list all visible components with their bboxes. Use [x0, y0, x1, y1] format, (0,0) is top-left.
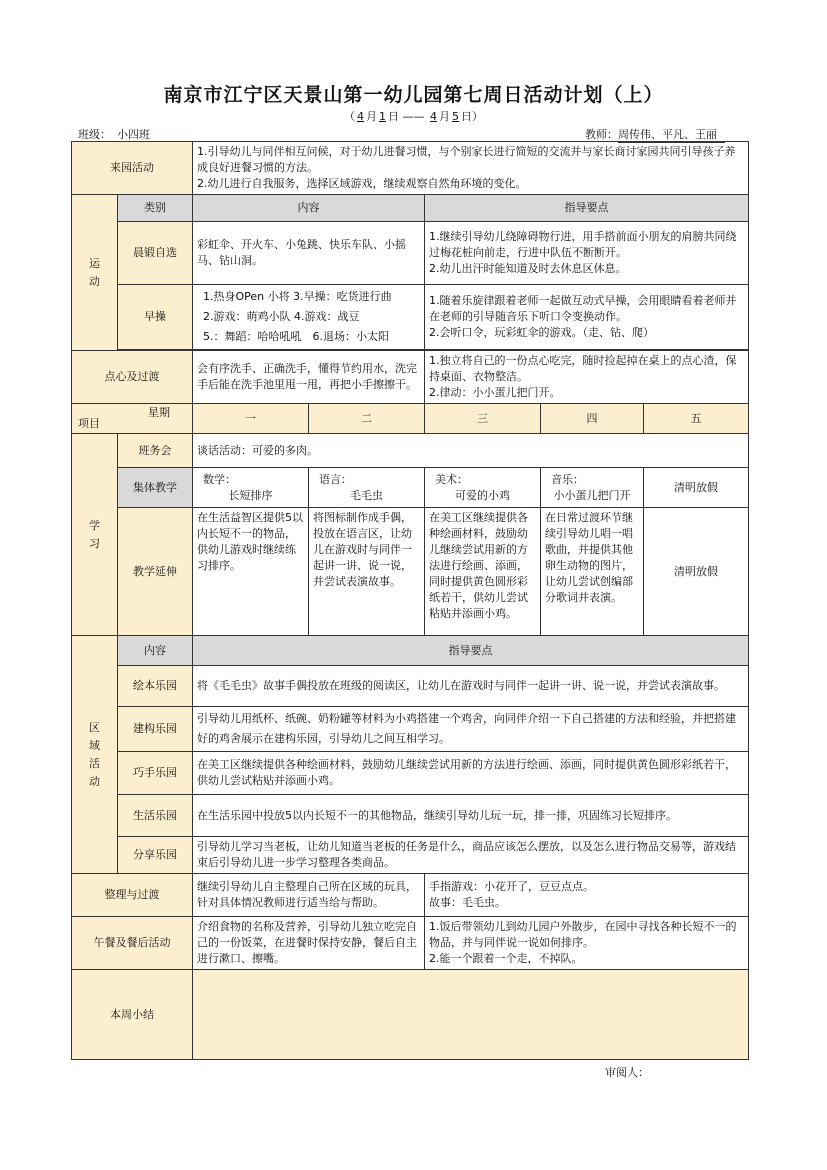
item-label: 项目 [78, 417, 100, 430]
guide-line: 1.饭后带领幼儿到幼儿园户外散步，在园中寻找各种长短不一的物品，并与同伴说一说如何排序。 [429, 920, 737, 949]
teacher-value: 周传伟、平凡、王丽 [618, 126, 725, 143]
page-title: 南京市江宁区天景山第一幼儿园第七周日活动计划（上） [163, 84, 664, 106]
guide-line: 1.随着乐旋律跟着老师一起做互动式早操，会用眼睛看着老师并在老师的引导随音乐下听口令变换动作。 [429, 294, 737, 323]
morning-play-row [72, 222, 749, 285]
lunch-guide [425, 917, 749, 970]
morning-exercise-guide [425, 285, 749, 350]
col-category: 类别 [118, 195, 193, 222]
area-name: 生活乐园 [118, 795, 193, 837]
extension-row [72, 508, 749, 636]
class-meeting-row [72, 434, 749, 468]
extension-label: 教学延伸 [118, 508, 193, 636]
area-name: 绘本乐园 [118, 666, 193, 707]
morning-exercise-content [193, 285, 425, 350]
morning-play-guide [425, 222, 749, 285]
arrival-line: 1.引导幼儿与同伴相互问候，对于幼儿进餐习惯，与个别家长进行简短的交流并与家长商讨家园共同引导孩子养成良好进餐习惯的方法。 [197, 145, 736, 174]
month-char: 月 [366, 110, 377, 123]
guide-line: 2.幼儿出汗时能知道及时去休息区休息。 [429, 262, 627, 275]
area-guide: 引导幼儿用纸杯、纸碗、奶粉罐等材料为小鸡搭建一个鸡舍，向同伴介绍一下自己搭建的方法和经验，并把搭建好的鸡舍展示在建构乐园，引导幼儿之间互相学习。 [193, 707, 749, 752]
guide-line: 2.会听口令，玩彩虹伞的游戏。（走、钻、爬） [429, 326, 654, 339]
area-row [72, 795, 749, 837]
reviewer-label: 审阅人： [605, 1066, 649, 1079]
date-separator: —— [402, 110, 425, 123]
exercise-label: 运动 [72, 195, 118, 351]
morning-play-label: 晨锻自选 [118, 222, 193, 285]
activity-plan-table [71, 141, 749, 1060]
study-label: 学习 [72, 434, 118, 636]
morning-exercise-label: 早操 [118, 285, 193, 350]
week-corner-cell [72, 404, 193, 434]
morning-play-content: 彩虹伞、开火车、小兔跳、快乐车队、小摇马、钻山洞。 [193, 222, 425, 285]
snack-content: 会有序洗手、正确洗手，懂得节约用水，洗完手后能在洗手池里甩一甩，再把小手擦擦干。 [193, 351, 425, 404]
teacher-label: 教师： [585, 128, 618, 141]
summary-label: 本周小结 [72, 970, 193, 1060]
guide-line: 1.继续引导幼儿绕障碍物行进，用手搭前面小朋友的肩膀共同绕过梅花桩向前走，行进中队伍不断断开。 [429, 230, 737, 259]
areas-col-content: 内容 [118, 636, 193, 666]
day-char: 日 [461, 110, 472, 123]
morning-exercise-row [72, 285, 749, 350]
area-name: 分享乐园 [118, 837, 193, 874]
area-name: 巧手乐园 [118, 752, 193, 795]
month-char: 月 [439, 110, 450, 123]
guide-line: 1.独立将自己的一份点心吃完，随时捡起掉在桌上的点心渣，保持桌面、衣物整洁。 [429, 354, 737, 383]
area-name: 建构乐园 [118, 707, 193, 752]
group-teaching-row [72, 468, 749, 508]
teaching-music: 音乐： 小小蛋儿把门开 [541, 468, 644, 508]
guide-line: 手指游戏：小花开了，豆豆点点。 [429, 880, 594, 893]
area-guide: 在美工区继续提供各种绘画材料，鼓励幼儿继续尝试用新的方法进行绘画、添画，同时提供黄色圆形彩纸若干，供幼儿尝试粘贴并添画小鸡。 [193, 752, 749, 795]
guide-line: 故事：毛毛虫。 [429, 896, 506, 909]
group-teaching-label: 集体教学 [118, 468, 193, 508]
extension-music: 在日常过渡环节继续引导幼儿唱一唱歌曲，并提供其他卵生动物的图片，让幼儿尝试创编部分歌词并表演。 [541, 508, 644, 636]
snack-row [72, 351, 749, 404]
guide-line: 2.能一个跟着一个走，不掉队。 [429, 952, 583, 965]
teaching-art: 美术： 可爱的小鸡 [425, 468, 541, 508]
col-guide: 指导要点 [425, 195, 749, 222]
day-wednesday: 三 [425, 404, 541, 434]
date-open: （ [344, 110, 355, 123]
areas-col-guide: 指导要点 [193, 636, 749, 666]
end-day: 5 [452, 110, 459, 123]
start-day: 1 [379, 110, 386, 123]
extension-holiday: 清明放假 [644, 508, 749, 636]
class-meeting-label: 班务会 [118, 434, 193, 468]
content-line: 1.热身OPen 小将 3.早操：吃货进行曲 [203, 290, 392, 303]
exercise-header-row [72, 195, 749, 222]
tidy-content: 继续引导幼儿自主整理自己所在区域的玩具，针对具体情况教师进行适当给与帮助。 [193, 874, 425, 917]
area-row [72, 666, 749, 707]
extension-language: 将图标制作成手偶，投放在语言区，让幼儿在游戏时与同伴一起讲一讲、说一说，并尝试表演故事。 [309, 508, 425, 636]
summary-row [72, 970, 749, 1060]
area-guide: 引导幼儿学习当老板，让幼儿知道当老板的任务是什么，商品应该怎么摆放，以及怎么进行物品交易等，游戏结束后引导幼儿进一步学习整理各类商品。 [193, 837, 749, 874]
lunch-content: 介绍食物的名称及营养，引导幼儿独立吃完自己的一份饭菜，在进餐时保持安静，餐后自主进行漱口、擦嘴。 [193, 917, 425, 970]
teaching-math: 数学： 长短排序 [193, 468, 309, 508]
date-range [0, 108, 827, 124]
arrival-content [193, 142, 749, 195]
tidy-row [72, 874, 749, 917]
area-row [72, 837, 749, 874]
teaching-holiday: 清明放假 [644, 468, 749, 508]
arrival-label: 来园活动 [72, 142, 193, 195]
snack-guide [425, 351, 749, 404]
arrival-line: 2.幼儿进行自我服务，选择区域游戏，继续观察自然角环境的变化。 [197, 177, 527, 190]
content-line: 5.：舞蹈：哈哈吼吼 6.退场：小太阳 [203, 330, 389, 343]
content-line: 2.游戏：萌鸡小队 4.游戏：战豆 [203, 310, 360, 323]
lunch-label: 午餐及餐后活动 [72, 917, 193, 970]
day-friday: 五 [644, 404, 749, 434]
lunch-row [72, 917, 749, 970]
snack-label: 点心及过渡 [72, 351, 193, 404]
class-label: 班级： [78, 128, 111, 141]
class-value: 小四班 [111, 126, 185, 143]
date-close: ） [472, 110, 483, 123]
end-month: 4 [430, 110, 437, 123]
guide-line: 2.律动：小小蛋儿把门开。 [429, 386, 561, 399]
area-row [72, 752, 749, 795]
day-tuesday: 二 [309, 404, 425, 434]
week-label: 星期 [148, 406, 170, 419]
area-guide: 将《毛毛虫》故事手偶投放在班级的阅读区，让幼儿在游戏时与同伴一起讲一讲、说一说，并尝试表演故事。 [193, 666, 749, 707]
extension-math: 在生活益智区提供5以内长短不一的物品，供幼儿游戏时继续练习排序。 [193, 508, 309, 636]
teaching-language: 语言： 毛毛虫 [309, 468, 425, 508]
weekday-row [72, 404, 749, 434]
arrival-row [72, 142, 749, 195]
areas-label: 区域活动 [72, 636, 118, 874]
start-month: 4 [357, 110, 364, 123]
day-thursday: 四 [541, 404, 644, 434]
col-content: 内容 [193, 195, 425, 222]
summary-content [193, 970, 749, 1060]
areas-header-row [72, 636, 749, 666]
area-row [72, 707, 749, 752]
tidy-label: 整理与过渡 [72, 874, 193, 917]
day-monday: 一 [193, 404, 309, 434]
day-char: 日 [388, 110, 399, 123]
tidy-guide [425, 874, 749, 917]
area-guide: 在生活乐园中投放5以内长短不一的其他物品，继续引导幼儿玩一玩，排一排，巩固练习长短排序。 [193, 795, 749, 837]
extension-art: 在美工区继续提供各种绘画材料，鼓励幼儿继续尝试用新的方法进行绘画、添画，同时提供黄色圆形彩纸若干，供幼儿尝试粘贴并添画小鸡。 [425, 508, 541, 636]
class-meeting-content: 谈话活动：可爱的多肉。 [193, 434, 749, 468]
